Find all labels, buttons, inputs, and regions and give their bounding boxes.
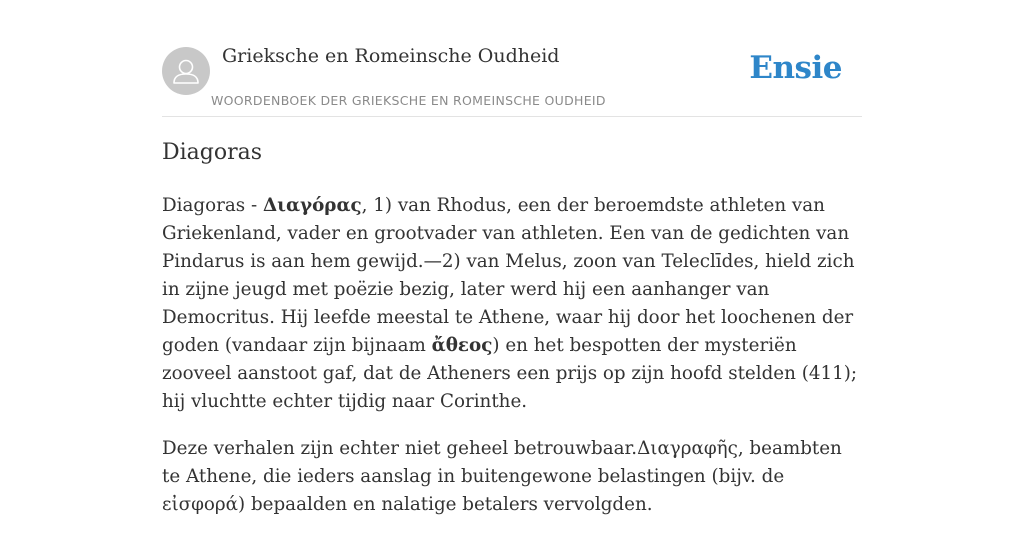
- entry-text: Diagoras -: [162, 195, 263, 216]
- entry-text: , 1) van Rhodus, een der beroemdste athleten van Griekenland, vader en grootvader van athleten. Een van de gedichten van Pindarus is aan hem gewijd.—2) van Melus, zoon van Teleclīdes, hield zich in zijne jeugd met poëzie bezig, later werd hij een aanhanger van Democritus. Hij leefde meestal te Athene, waar hij door het loochenen der goden (vandaar zijn bijnaam: [162, 195, 855, 356]
- page-container: [162, 0, 862, 515]
- user-icon[interactable]: [162, 47, 210, 95]
- entry-text: ) en het bespotten der mysteriën zooveel aanstoot gaf, dat de Atheners een prijs op zijn hoofd stelden (411); hij vluchtte echter tijdig naar Corinthe.: [162, 335, 858, 412]
- site-header: [162, 0, 862, 117]
- book-subtitle: WOORDENBOEK DER GRIEKSCHE EN ROMEINSCHE OUDHEID: [211, 93, 606, 108]
- greek-term: Διαγόρας: [262, 195, 362, 216]
- page-title: Diagoras: [162, 140, 263, 165]
- book-title[interactable]: Grieksche en Romeinsche Oudheid: [222, 45, 560, 67]
- greek-term: ἄθεος: [431, 335, 493, 356]
- entry-body: [162, 192, 862, 538]
- ensie-logo-link[interactable]: Ensie: [749, 50, 842, 86]
- entry-paragraph: Deze verhalen zijn echter niet geheel betrouwbaar.Διαγραφῆς, beambten te Athene, die ieders aanslag in buitengewone belastingen (bijv. de εἰσφορά) bepaalden en nalatige betalers vervolgden.: [162, 438, 842, 515]
- entry-paragraph: [162, 192, 862, 416]
